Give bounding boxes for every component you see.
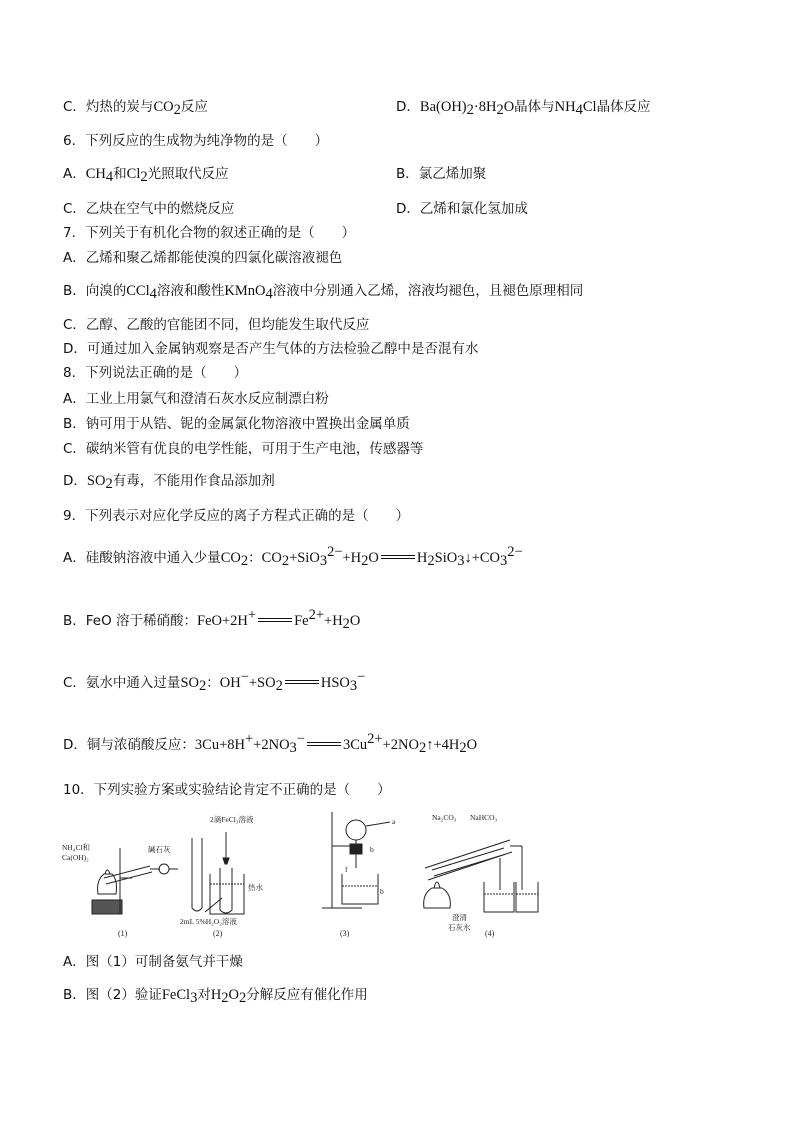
q7-option-c: C．乙醇、乙酸的官能团不同，但均能发生取代反应 bbox=[63, 317, 370, 333]
q6-option-d: D．乙烯和氯化氢加成 bbox=[396, 201, 528, 217]
q8-option-b: B．钠可用于从锆、铌的金属氯化物溶液中置换出金属单质 bbox=[63, 416, 410, 432]
figure-4-apparatus bbox=[424, 813, 538, 938]
q9-option-a: A．硅酸钠溶液中通入少量$CO_2$：$CO_2+SiO_3^{2-}+H_2O$ $H_2SiO_3↓+CO_3^{2-}$ bbox=[63, 544, 523, 569]
f3-label-a: a bbox=[392, 817, 396, 826]
equals-sign-icon bbox=[307, 740, 341, 750]
q7-stem: 7．下列关于有机化合物的叙述正确的是（ ） bbox=[63, 225, 356, 241]
figure-4-caption: (4) bbox=[485, 929, 495, 938]
q10-option-a: A．图（1）可制备氨气并干燥 bbox=[63, 954, 243, 970]
f3-label-f: f bbox=[345, 865, 348, 874]
q7-option-d: D．可通过加入金属钠观察是否产生气体的方法检验乙醇中是否混有水 bbox=[63, 341, 479, 357]
f2-label-hot-water: 热水 bbox=[248, 883, 263, 892]
q7-option-a: A．乙烯和聚乙烯都能使溴的四氯化碳溶液褪色 bbox=[63, 250, 343, 266]
q9-option-d: D．铜与浓硝酸反应：$3Cu+8H^++2NO_3^-$ $3Cu^{2+}+2NO_2↑+4H_2O$ bbox=[63, 731, 478, 756]
f1-label-soda-lime: 碱石灰 bbox=[148, 845, 171, 854]
f3-label-b-bottom: b bbox=[380, 887, 384, 896]
figure-1-apparatus bbox=[62, 842, 178, 938]
q8-option-a: A．工业上用氯气和澄清石灰水反应制漂白粉 bbox=[63, 391, 329, 407]
equals-sign-icon bbox=[258, 616, 292, 626]
figure-3-caption: (3) bbox=[340, 929, 350, 938]
q6-option-c: C．乙炔在空气中的燃烧反应 bbox=[63, 201, 235, 217]
q8-option-c: C．碳纳米管有优良的电学性能，可用于生产电池，传感器等 bbox=[63, 441, 424, 457]
f2-label-h2o2: 2mL 5%H₂O₂溶液 bbox=[180, 917, 237, 926]
f4-label-nahco3: NaHCO₃ bbox=[470, 813, 498, 822]
f4-label-clear: 澄清 bbox=[452, 913, 467, 922]
f4-label-limewater: 石灰水 bbox=[448, 923, 471, 932]
q8-option-d: D．$SO_2$有毒，不能用作食品添加剂 bbox=[63, 473, 275, 492]
q10-stem: 10．下列实验方案或实验结论肯定不正确的是（ ） bbox=[63, 782, 391, 798]
f1-label-caoh2: Ca(OH)₂ bbox=[62, 853, 89, 862]
figure-2-apparatus bbox=[180, 814, 263, 938]
figure-3-apparatus bbox=[322, 812, 396, 938]
q9-option-b: B．FeO 溶于稀硝酸：FeO+2H+ $Fe^{2+}+H_2O$ bbox=[63, 607, 361, 632]
f1-label-reactants: NH₄Cl和 bbox=[62, 843, 91, 852]
equals-sign-icon bbox=[381, 553, 415, 563]
q6-option-b: B．氯乙烯加聚 bbox=[396, 166, 487, 182]
q5-option-d: D．$Ba(OH)_2\cdot 8H_2O$晶体与$NH_4Cl$晶体反应 bbox=[396, 99, 651, 118]
figure-2-caption: (2) bbox=[213, 929, 223, 938]
equals-sign-icon bbox=[285, 678, 319, 688]
q8-stem: 8．下列说法正确的是（ ） bbox=[63, 365, 248, 381]
figure-1-caption: (1) bbox=[118, 929, 128, 938]
q10-experiment-figure bbox=[60, 808, 540, 948]
f3-label-b-top: b bbox=[370, 845, 374, 854]
q7-option-b: B．向溴的CCl$_4$溶液和酸性KMnO$_4$溶液中分别通入乙烯，溶液均褪色，且褪色原理相同 bbox=[63, 283, 584, 302]
q6-option-a: A．$CH_4$和$Cl_2$光照取代反应 bbox=[63, 166, 229, 185]
q6-stem: 6．下列反应的生成物为纯净物的是（ ） bbox=[63, 133, 329, 149]
q10-option-b: B．图（2）验证FeCl$_3$对$H_2O_2$分解反应有催化作用 bbox=[63, 987, 368, 1006]
f4-label-na2co3: Na₂CO₃ bbox=[432, 813, 457, 822]
q9-stem: 9．下列表示对应化学反应的离子方程式正确的是（ ） bbox=[63, 508, 410, 524]
q5-option-c: C．灼热的炭与$CO_2$反应 bbox=[63, 99, 208, 118]
f2-label-fecl3: 2滴FeCl₃溶液 bbox=[210, 815, 254, 824]
q9-option-c: C．氨水中通入过量$SO_2$：$OH^-+SO_2$ $HSO_3^-$ bbox=[63, 669, 366, 694]
